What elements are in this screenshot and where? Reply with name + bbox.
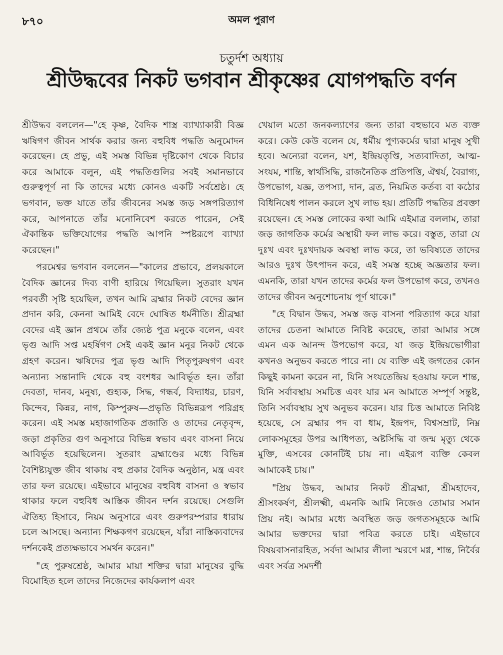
paragraph: "হে পুরুষশ্রেষ্ঠ, আমার মায়া শক্তির দ্বারা মানুষের বুদ্ধি বিমোহিত হলে তাদের নিজেদের কার্যকলাপ এবং [22, 560, 244, 588]
left-column [22, 118, 244, 648]
chapter-label: চতুর্দশ অধ্যায় [219, 51, 284, 65]
paragraph: "হে বিদ্বান উদ্ধব, সমস্ত জড় বাসনা পরিত্যাগ করে যারা তাদের চেতনা আমাতে নিবিষ্ট করেছে, তারা আমার সঙ্গে এমন এক আনন্দ উপভোগ করে, যা জড় ইন্দ্রিয়ভোগীরা কখনও অনুভব করতে পারে না। যে ব্যক্তি এই জগতের কোন কিছুই কামনা করেন না, যিনি সংযতেন্দ্রিয় হওয়ায় ফলে শান্ত, যিনি সর্বাবস্থায় সমচিত্ত এবং যার মন আমাতে সম্পূর্ণ সন্তুষ্ট, তিনি সর্বাবস্থায় সুখ অনুভব করেন। যার চিত্ত আমাতে নিবিষ্ট হয়েছে, সে ব্রহ্মার পদ বা ধাম, ইন্দ্রপদ, বিশ্বসম্রাট, নিম্ন লোকসমূহের উপর আধিপত্য, অষ্টসিদ্ধি বা জন্ম মৃত্যু থেকে মুক্তি, এসবের কোনটিই চায় না। এইরূপ ব্যক্তি কেবল আমাকেই চায়।" [258, 309, 480, 477]
paragraph: শ্রীউদ্ধব বললেন—"হে কৃষ্ণ, বৈদিক শাস্ত্র ব্যাখ্যাকারী বিজ্ঞ ঋষিগণ জীবন সার্থক করার জন্য বহুবিধ পদ্ধতি অনুমোদন করেছেন। হে প্রভু, এই সমস্ত বিভিন্ন দৃষ্টিকোণ থেকে বিচার করে আমাকে বলুন, এই পদ্ধতিগুলির সবই সমানভাবে গুরুত্বপূর্ণ না কি তাদের মধ্যে কোনও একটি সর্বশ্রেষ্ঠ। হে ভগবান, ভক্ত যাতে তাঁর জীবনের সমস্ত জড় সঙ্গপরিত্যাগ করে, আপনাতে তাঁর মনোনিবেশ করতে পারেন, সেই ঐকান্তিক ভক্তিযোগের পদ্ধতি আপনি স্পষ্টরূপে ব্যাখ্যা করেছেন।" [22, 120, 244, 256]
paragraph: খেয়াল মতো জনকল্যাণের জন্য তারা বহুভাবে মত ব্যক্ত করে। কেউ কেউ বলেন যে, ধর্মীয় পুণ্যকর্মের দ্বারা মানুষ সুখী হবে। অন্যেরা বলেন, যশ, ইন্দ্রিয়তৃপ্তি, সত্যবাদিতা, আত্ম-সংযম, শান্তি, স্বার্থসিদ্ধি, রাজনৈতিক প্রতিপত্তি, ঐশ্বর্য, বৈরাগ্য, উপভোগ, যজ্ঞ, তপস্যা, দান, ব্রত, নিয়মিত কর্তব্য বা কঠোর বিধিনিষেধ পালন করলে সুখ লাভ হয়। প্রতিটি পদ্ধতির প্রবক্তা রয়েছেন। হে সমস্ত লোকের কথা আমি এইমাত্র বললাম, তারা জড় জাগতিক কর্মের অস্থায়ী ফল লাভ করে। বস্তুত, তারা যে দুঃখ এবং দুঃখদায়ক অবস্থা লাভ করে, তা ভবিষ্যতে তাদের আরও দুঃখ উৎপাদন করে, এই সমস্ত হচ্ছে অজ্ঞতার ফল। এমনকি, তারা যখন তাদের কর্মের ফল উপভোগ করে, তখনও তাদের জীবন অনুশোচনায় পূর্ণ থাকে।" [258, 120, 480, 303]
page-number: ৮৭০ [22, 15, 44, 28]
running-head: অমল পুরাণ [228, 15, 275, 26]
right-column [258, 118, 480, 648]
paragraph: পরমেশ্বর ভগবান বললেন—"কালের প্রভাবে, প্রলয়কালে বৈদিক জ্ঞানের দিব্য বাণী হারিয়ে গিয়েছিল। সুতরাং যখন পরবর্তী সৃষ্টি হয়েছিল, তখন আমি ব্রহ্মার নিকট বেদের জ্ঞান প্রদান করি, কেননা আমিই বেদে ঘোষিত ধর্মনীতি। শ্রীব্রহ্মা বেদের এই জ্ঞান প্রথমে তাঁর জ্যেষ্ঠ পুত্র মনুকে বলেন, এবং ভৃগু আদি সপ্ত মহর্ষিগণ সেই একই জ্ঞান মনুর নিকট থেকে গ্রহণ করেন। ঋষিদের পুত্র ভৃগু আদি পিতৃপুরুষগণ এবং অন্যান্য সন্তানাদি থেকে বহু বংশধর আবির্ভূত হন। তাঁরা দেবতা, দানব, মনুষ্য, গুহ্যক, সিদ্ধ, গন্ধর্ব, বিদ্যাধর, চারণ, কিন্দেব, কিন্নর, নাগ, কিম্পুরুষ—প্রভৃতি বিভিন্নরূপ পরিগ্রহ করেন। এই সমস্ত মহাজাগতিক প্রজাতি ও তাদের নেতৃবৃন্দ, জড়া প্রকৃতির গুণ অনুসারে বিভিন্ন স্বভাব এবং বাসনা নিয়ে আবির্ভূত হয়েছিলেন। সুতরাং ব্রহ্মাণ্ডের মধ্যে বিভিন্ন বৈশিষ্ট্যযুক্ত জীব থাকায় বহু প্রকার বৈদিক অনুষ্ঠান, মন্ত্র এবং তার ফল রয়েছে। এইভাবে মানুষের বহুবিধ বাসনা ও স্বভাব থাকার ফলে বহুবিধ আস্তিক জীবন দর্শন রয়েছে। সেগুলি ঐতিহ্য হিসাবে, নিয়ম অনুসারে এবং গুরুপরম্পরার ধারায় চলে আসছে। অন্যান্য শিক্ষকগণ রয়েছেন, যাঁরা নাস্তিক্যবাদের দর্শনকেই প্রত্যক্ষভাবে সমর্থন করেন।" [22, 262, 244, 555]
paragraph: "প্রিয় উদ্ধব, আমার নিকট শ্রীব্রহ্মা, শ্রীমহাদেব, শ্রীসংকর্ষণ, শ্রীলক্ষ্মী, এমনকি আমি নিজেও তোমার সমান প্রিয় নই। আমার মধ্যে অবস্থিত জড় জগতসমূহকে আমি আমার ভক্তদের দ্বারা পবিত্র করতে চাই। এইভাবে বিষয়বাসনারহিত, সর্বদা আমার লীলা স্মরণে মগ্ন, শান্ত, নির্বৈর এবং সর্বত্র সমদর্শী [258, 482, 480, 572]
chapter-title: শ্রীউদ্ধবের নিকট ভগবান শ্রীকৃষ্ণের যোগপদ্ধতি বর্ণন [46, 68, 457, 92]
